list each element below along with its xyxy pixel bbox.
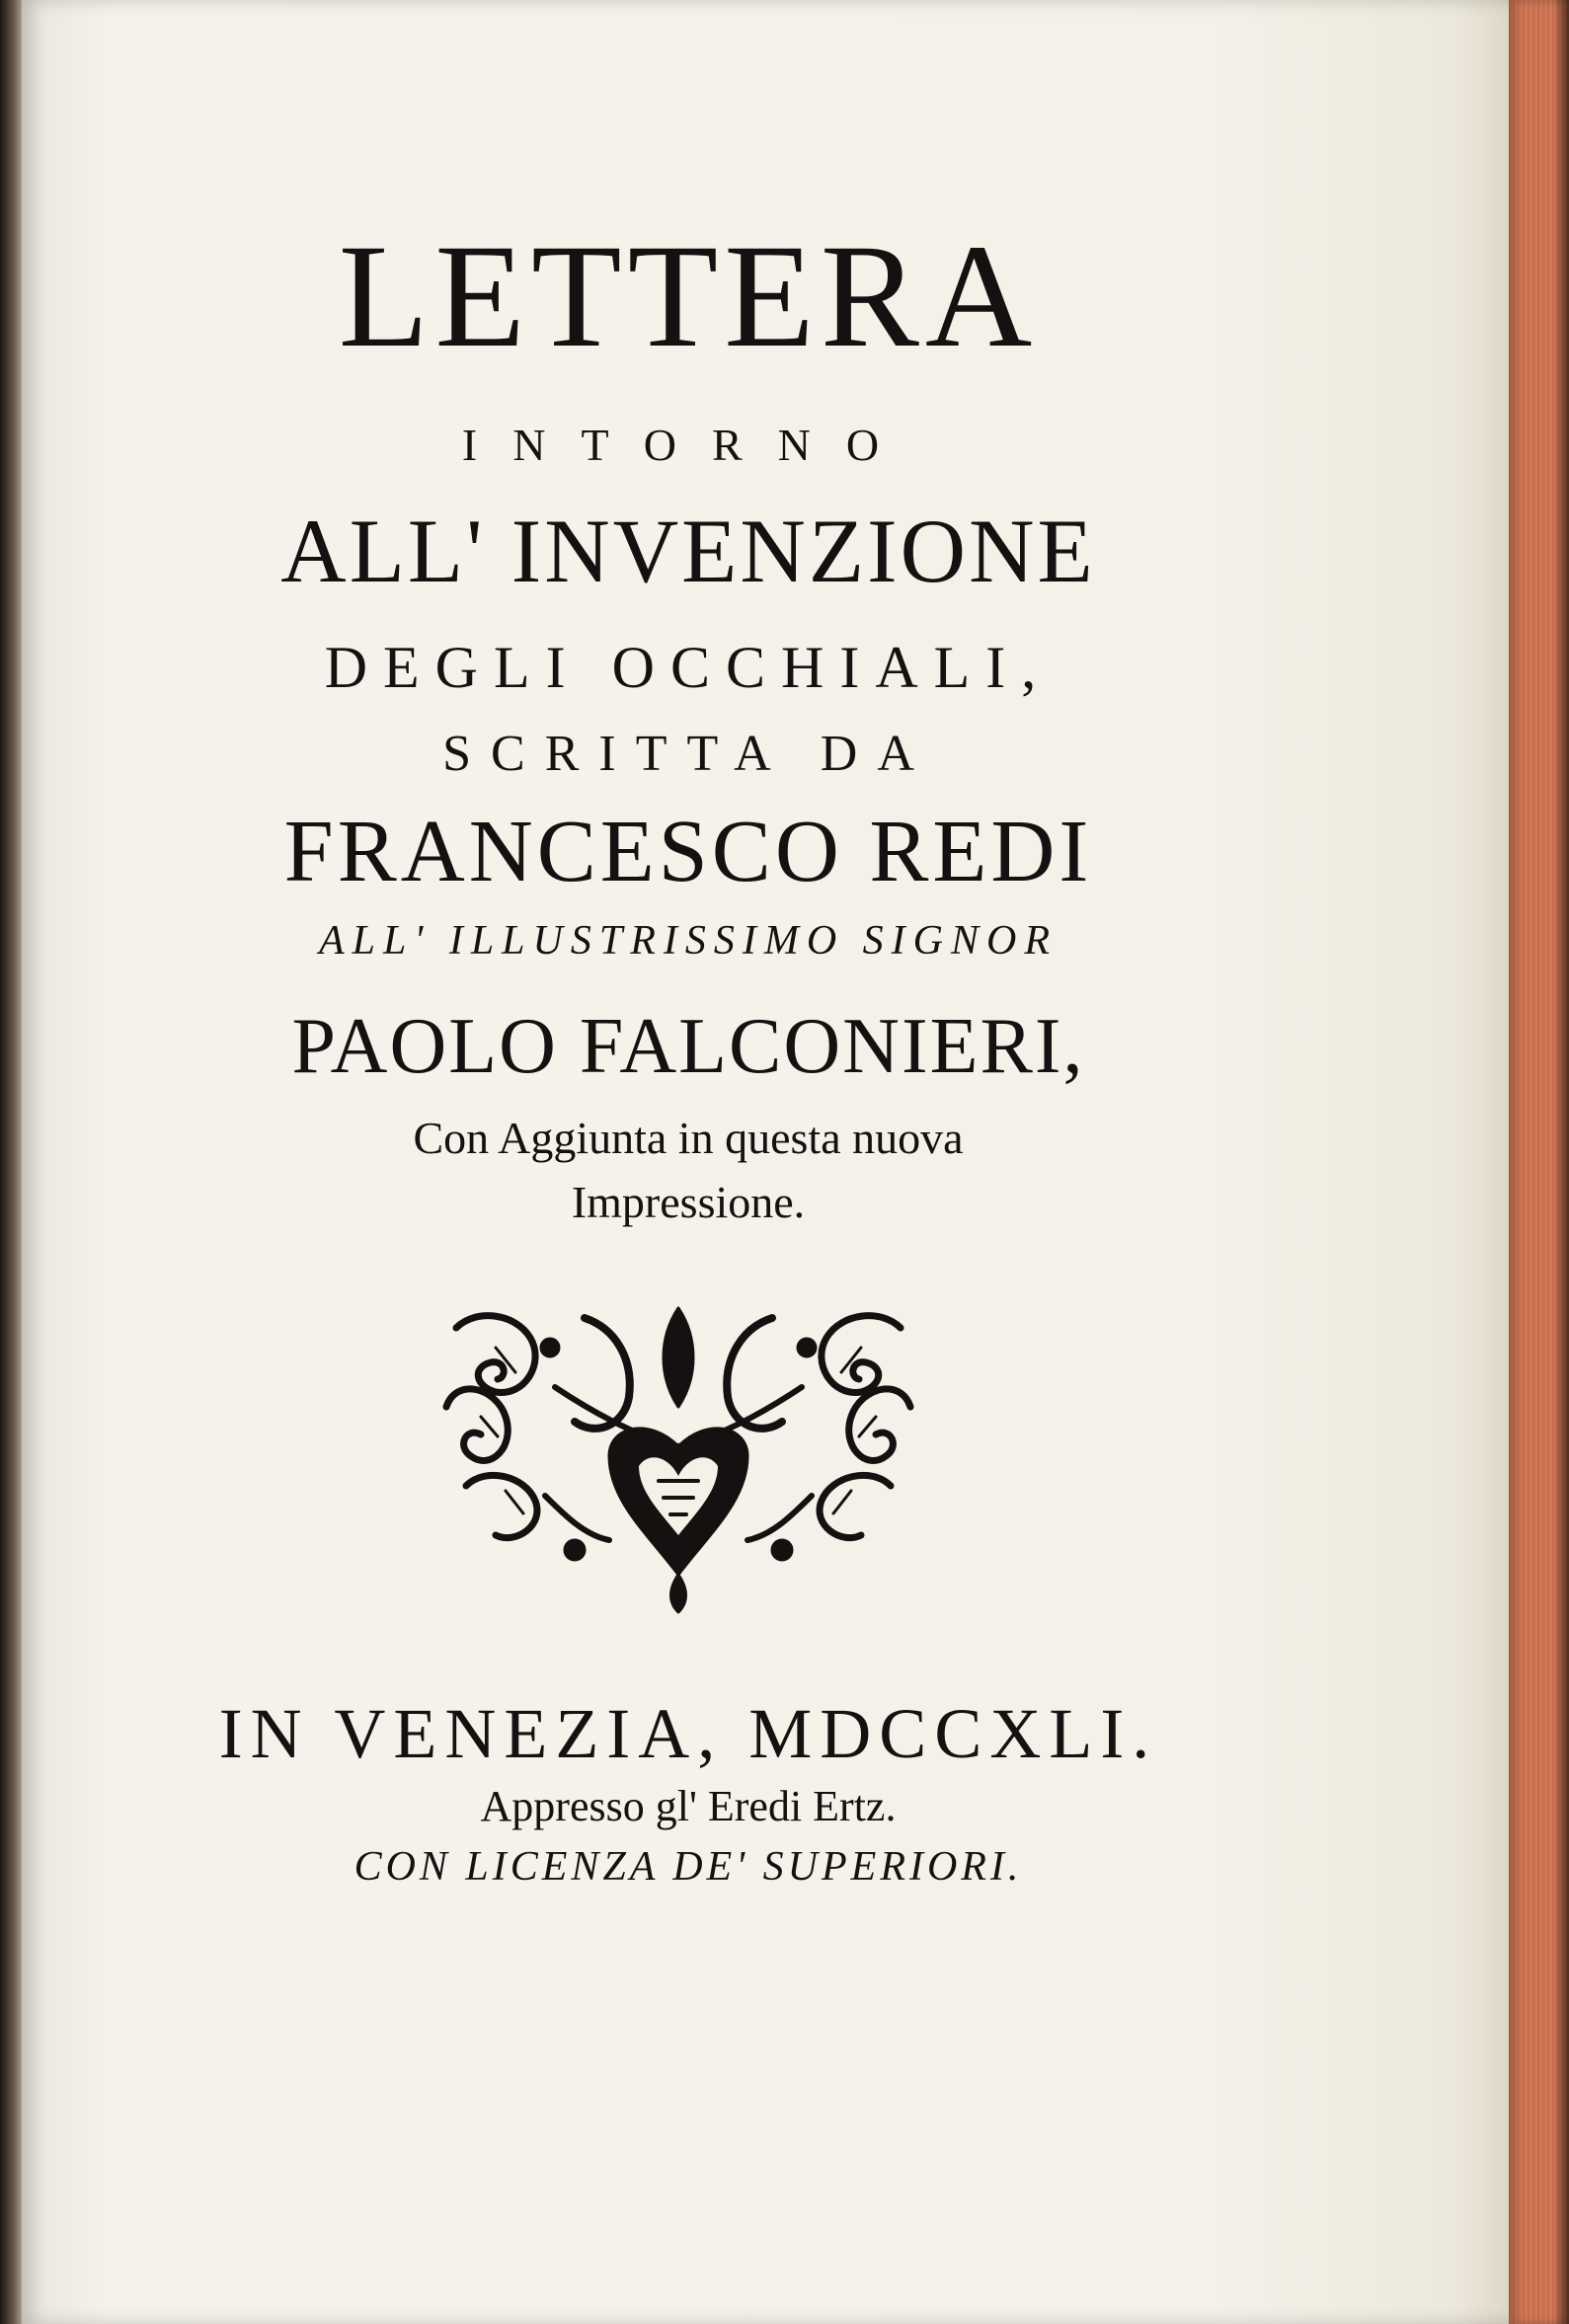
title-line-occhiali: DEGLI OCCHIALI, bbox=[324, 635, 1053, 700]
imprint-printer: Appresso gl' Eredi Ertz. bbox=[480, 1782, 897, 1830]
edition-note-line1: Con Aggiunta in questa nuova bbox=[413, 1113, 964, 1163]
page-title: LETTERA bbox=[338, 214, 1039, 378]
author-name: FRANCESCO REDI bbox=[283, 803, 1093, 900]
floral-woodcut-ornament-icon bbox=[436, 1288, 920, 1614]
page-edges bbox=[1509, 0, 1569, 2324]
imprint-license: CON LICENZA DE' SUPERIORI. bbox=[353, 1844, 1023, 1890]
dedication-line: ALL' ILLUSTRISSIMO SIGNOR bbox=[318, 918, 1058, 964]
edition-note-line2: Impressione. bbox=[571, 1177, 806, 1227]
title-line-invenzione: ALL' INVENZIONE bbox=[280, 501, 1096, 601]
title-line-scritta: SCRITTA DA bbox=[442, 726, 934, 782]
dedicatee-name: PAOLO FALCONIERI, bbox=[291, 1003, 1085, 1090]
title-page bbox=[22, 0, 1515, 2324]
title-line-intorno: INTORNO bbox=[461, 420, 915, 470]
imprint-place-date: IN VENEZIA, MDCCXLI. bbox=[218, 1694, 1158, 1773]
